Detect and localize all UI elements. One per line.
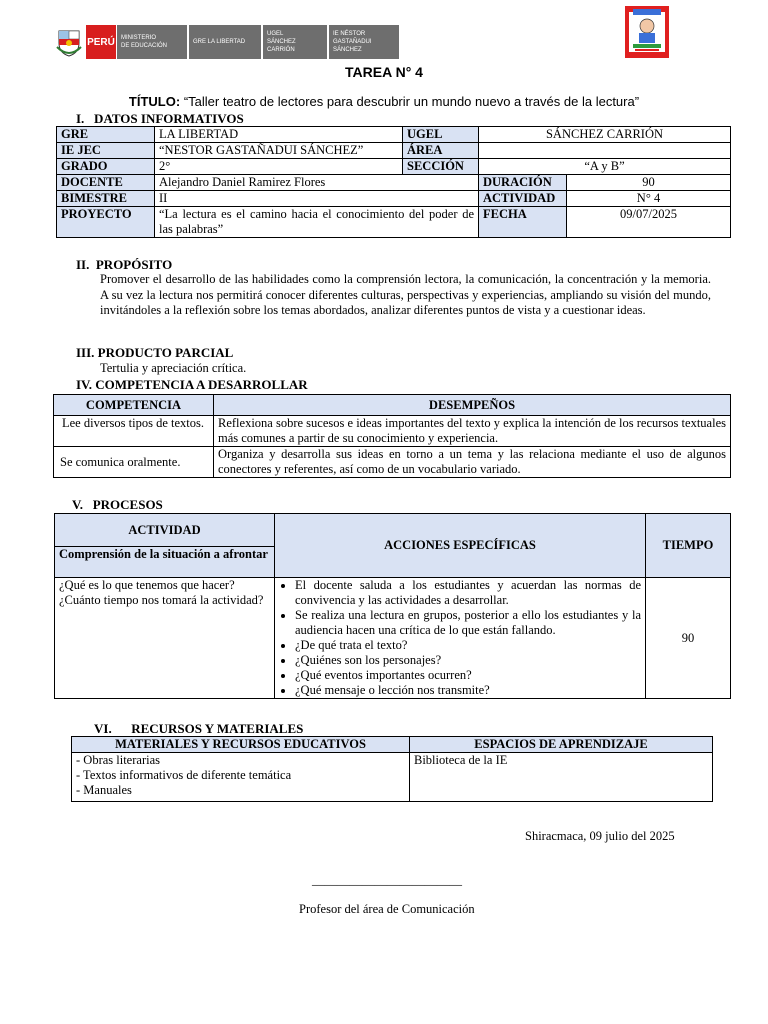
docente-value: Alejandro Daniel Ramirez Flores — [155, 175, 479, 191]
seccion-label: SECCIÓN — [403, 159, 479, 175]
table-row — [54, 447, 731, 478]
table-row — [57, 207, 731, 238]
competencia-table — [53, 394, 731, 478]
desempenos-header: DESEMPEÑOS — [214, 395, 731, 416]
docente-label: DOCENTE — [57, 175, 155, 191]
area-label: ÁREA — [403, 143, 479, 159]
comprension-header: Comprensión de la situación a afrontar — [55, 547, 275, 578]
proyecto-label: PROYECTO — [57, 207, 155, 238]
actividad-cell: ¿Qué es lo que tenemos que hacer? ¿Cuánto tiempo nos tomará la actividad? — [55, 578, 275, 699]
subtitle: TÍTULO: “Taller teatro de lectores para descubrir un mundo nuevo a través de la lectura” — [128, 94, 640, 109]
section-proposito-heading: II. PROPÓSITO — [76, 257, 173, 272]
table-row — [57, 159, 731, 175]
peru-shield-icon — [56, 27, 82, 57]
acciones-cell — [275, 578, 646, 699]
duracion-value: 90 — [567, 175, 731, 191]
ugel-badge: UGEL SÁNCHEZ CARRIÓN — [263, 25, 327, 59]
section-recursos-heading: VI. RECURSOS Y MATERIALES — [94, 721, 304, 736]
school-crest-icon — [625, 6, 669, 58]
fecha-lugar: Shiracmaca, 09 julio del 2025 — [525, 829, 675, 843]
materiales-header: MATERIALES Y RECURSOS EDUCATIVOS — [72, 737, 410, 753]
page-title: TAREA N° 4 — [345, 64, 423, 80]
area-value — [479, 143, 731, 159]
table-row — [57, 143, 731, 159]
list-item: • ¿Qué eventos importantes ocurren? — [295, 668, 641, 683]
proyecto-value: “La lectura es el camino hacia el conocimiento del poder de las palabras” — [155, 207, 479, 238]
ugel-value: SÁNCHEZ CARRIÓN — [479, 127, 731, 143]
section-procesos-heading: V. PROCESOS — [72, 497, 163, 512]
fecha-label: FECHA — [479, 207, 567, 238]
ie-badge: IE NÉSTOR GASTAÑADUI SÁNCHEZ — [329, 25, 399, 59]
seccion-value: “A y B” — [479, 159, 731, 175]
table-row — [57, 191, 731, 207]
section-competencia-heading: IV. COMPETENCIA A DESARROLLAR — [76, 377, 308, 392]
bimestre-label: BIMESTRE — [57, 191, 155, 207]
acciones-header: ACCIONES ESPECÍFICAS — [275, 514, 646, 578]
gre-badge: GRE LA LIBERTAD — [189, 25, 261, 59]
table-row — [54, 416, 731, 447]
gre-label: GRE — [57, 127, 155, 143]
bimestre-value: II — [155, 191, 479, 207]
iejec-label: IE JEC — [57, 143, 155, 159]
grado-value: 2° — [155, 159, 403, 175]
signature-line: ________________________ — [312, 873, 462, 887]
desempeno-cell: Organiza y desarrolla sus ideas en torno a un tema y las relaciona mediante el uso de algunos conectores y referentes, así como de un vocabulario variado. — [214, 447, 731, 478]
table-row — [72, 753, 713, 802]
acciones-list — [279, 578, 641, 698]
competencia-cell: Lee diversos tipos de textos. — [54, 416, 214, 447]
procesos-table — [54, 513, 731, 699]
duracion-label: DURACIÓN — [479, 175, 567, 191]
espacios-header: ESPACIOS DE APRENDIZAJE — [410, 737, 713, 753]
fecha-value: 09/07/2025 — [567, 207, 731, 238]
signature-caption: Profesor del área de Comunicación — [299, 902, 475, 916]
table-row — [55, 578, 731, 699]
datos-table — [56, 126, 731, 238]
materiales-cell: - Obras literarias - Textos informativos de diferente temática - Manuales — [72, 753, 410, 802]
competencia-header: COMPETENCIA — [54, 395, 214, 416]
recursos-table — [71, 736, 713, 802]
header-logos — [56, 24, 401, 60]
competencia-cell: Se comunica oralmente. — [54, 447, 214, 478]
list-item: • ¿Quiénes son los personajes? — [295, 653, 641, 668]
ugel-label: UGEL — [403, 127, 479, 143]
actividad-value: N° 4 — [567, 191, 731, 207]
list-item: • ¿Qué mensaje o lección nos transmite? — [295, 683, 641, 698]
table-row — [57, 127, 731, 143]
grado-label: GRADO — [57, 159, 155, 175]
list-item: • ¿De qué trata el texto? — [295, 638, 641, 653]
tiempo-cell: 90 — [646, 578, 731, 699]
ministerio-badge: MINISTERIO DE EDUCACIÓN — [117, 25, 187, 59]
peru-badge: PERÚ — [86, 25, 116, 59]
espacios-cell: Biblioteca de la IE — [410, 753, 713, 802]
iejec-value: “NESTOR GASTAÑADUI SÁNCHEZ” — [155, 143, 403, 159]
tiempo-header: TIEMPO — [646, 514, 731, 578]
producto-text: Tertulia y apreciación crítica. — [100, 361, 247, 375]
actividad-header: ACTIVIDAD — [55, 514, 275, 547]
section-producto-heading: III. PRODUCTO PARCIAL — [76, 345, 234, 360]
actividad-label: ACTIVIDAD — [479, 191, 567, 207]
proposito-text: Promover el desarrollo de las habilidades como la comprensión lectora, la comunicación, la concentración y la memoria. A su vez la lectura nos permitirá conocer diferentes culturas, perspectivas y experiencias, ampliando su visión del mundo, invitándoles a la reflexión sobre los temas abordados, analizar diferentes puntos de vista y a cuestionar ideas. — [100, 272, 711, 317]
list-item: • Se realiza una lectura en grupos, posterior a ello los estudiantes y la audiencia hacen una crítica de lo que están fallando. — [295, 608, 641, 638]
table-row — [57, 175, 731, 191]
desempeno-cell: Reflexiona sobre sucesos e ideas importantes del texto y explica la intención de los recursos textuales más comunes a partir de su conocimiento y experiencia. — [214, 416, 731, 447]
list-item: • El docente saluda a los estudiantes y acuerdan las normas de convivencia y las actividades a desarrollar. — [295, 578, 641, 608]
section-datos-heading: I. DATOS INFORMATIVOS — [76, 111, 244, 126]
gre-value: LA LIBERTAD — [155, 127, 403, 143]
